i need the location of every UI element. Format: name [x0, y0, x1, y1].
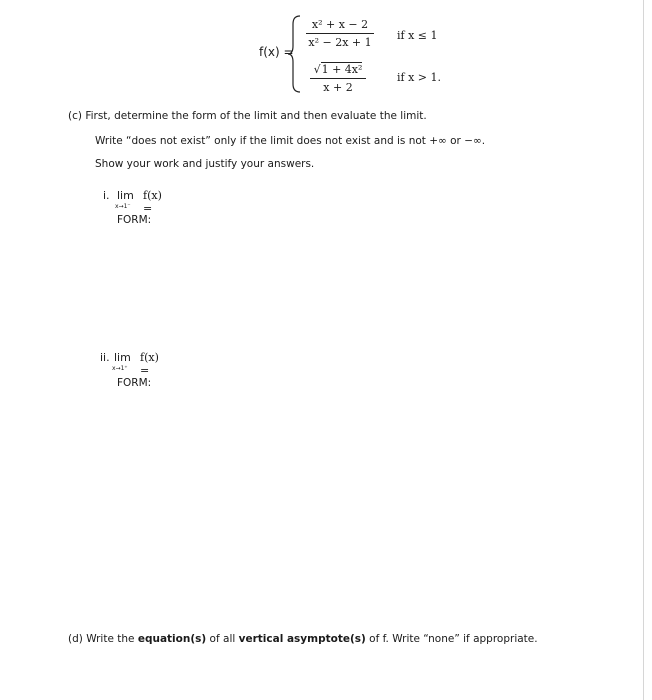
piece1-denominator: x² − 2x + 1: [308, 36, 372, 49]
piece1-fraction: [306, 18, 374, 49]
piece1-numerator: x² + x − 2: [311, 18, 369, 31]
function-name: f(x) =: [259, 45, 294, 59]
form-label-2: FORM:: [117, 377, 152, 389]
piece2-fraction: √1 + 4x² x + 2: [310, 63, 366, 94]
piece1-condition: if x ≤ 1: [397, 29, 438, 42]
part-c-show-work: Show your work and justify your answers.: [95, 158, 315, 170]
page-edge: [643, 0, 644, 700]
part-d-prompt: (d) Write the equation(s) of all vertical asymptote(s) of f. Write “none” if appropriate.: [68, 633, 538, 645]
left-brace: [287, 14, 303, 94]
part-c-instruction: Write “does not exist” only if the limit does not exist and is not +∞ or −∞.: [95, 135, 486, 147]
part-c-prompt: (c) First, determine the form of the limit and then evaluate the limit.: [68, 110, 427, 122]
piece2-numerator: 1 + 4x²: [321, 63, 363, 76]
piece2-condition: if x > 1.: [397, 71, 441, 84]
form-label-1: FORM:: [117, 214, 152, 226]
piece2-denominator: x + 2: [323, 81, 353, 94]
